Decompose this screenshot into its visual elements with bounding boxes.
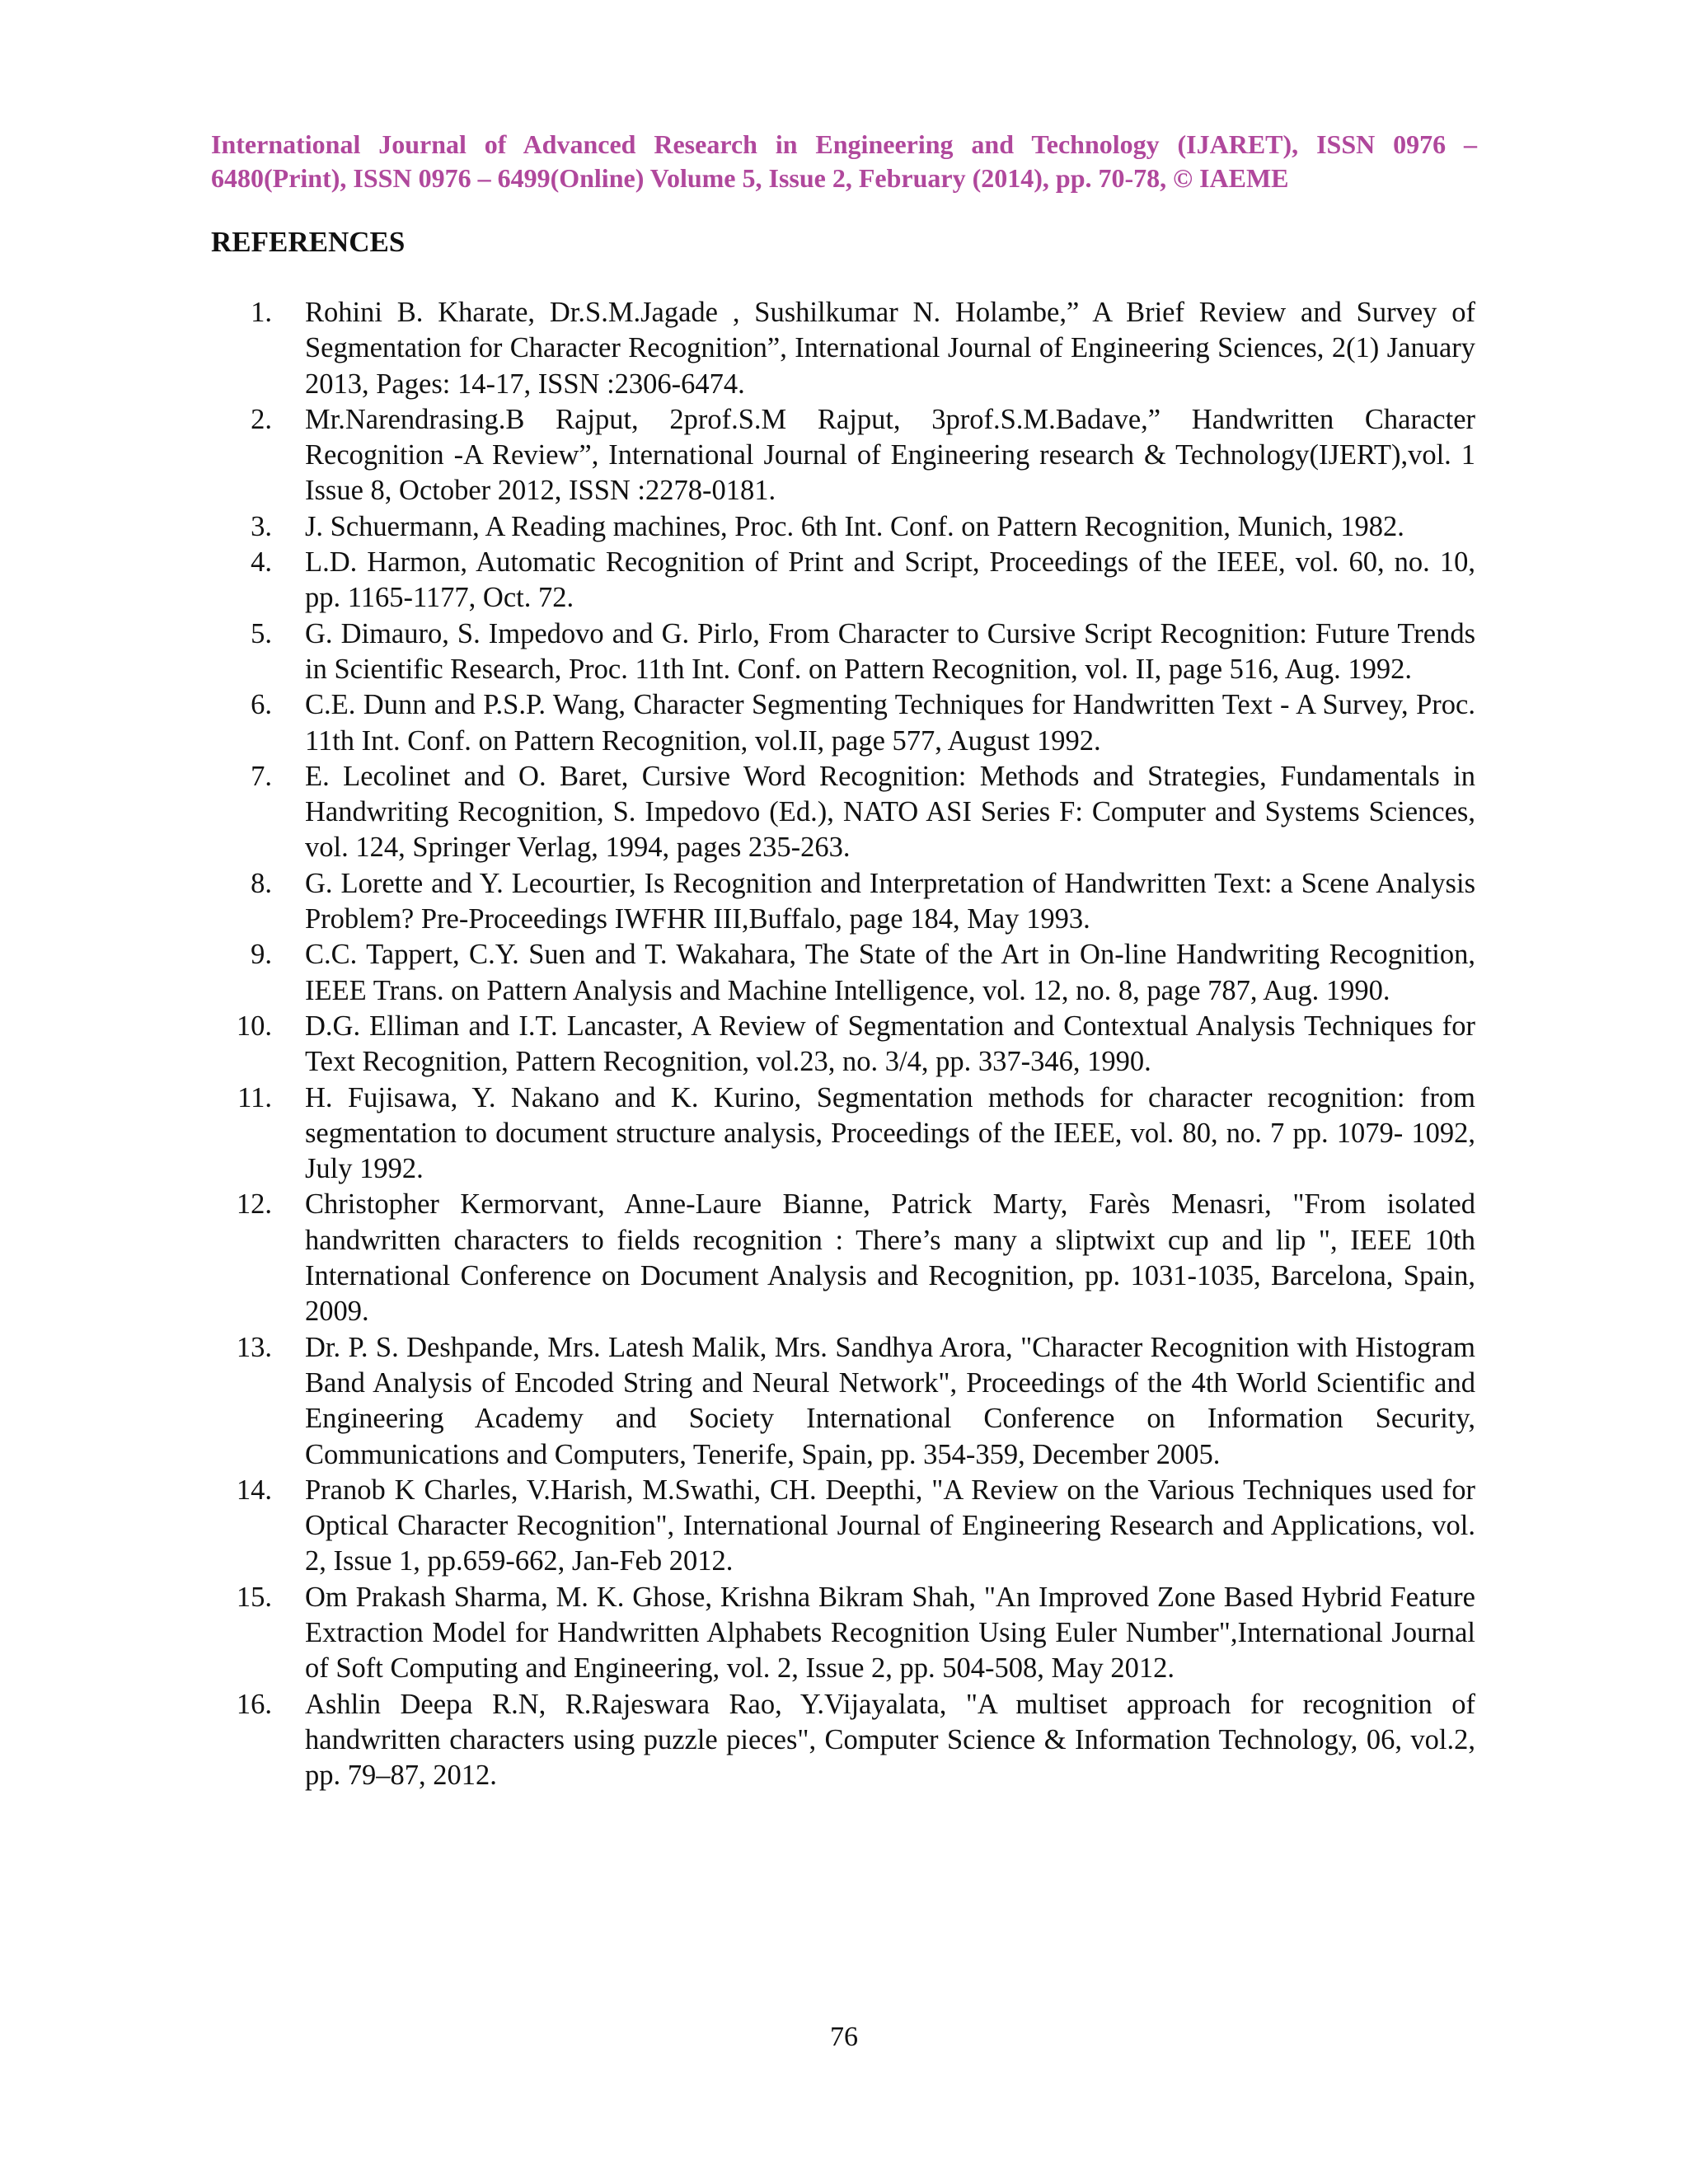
reference-number: 13. (236, 1331, 272, 1363)
reference-item (211, 1580, 1475, 1687)
reference-list (211, 295, 1475, 1793)
reference-item (211, 509, 1475, 545)
reference-number: 1. (251, 297, 272, 328)
reference-item (211, 866, 1475, 938)
reference-item (211, 1330, 1475, 1473)
reference-item (211, 1687, 1475, 1794)
reference-number: 2. (251, 403, 272, 435)
reference-text: Christopher Kermorvant, Anne-Laure Bianne, Patrick Marty, Farès Menasri, "From isolated handwritten characters to fields recognition : There’s many a sliptwixt cup and lip ", IEEE 10th International Conference on Document Analysis and Recognition, pp. 1031-1035, Barcelona, Spain, 2009. (305, 1188, 1475, 1328)
reference-text: C.C. Tappert, C.Y. Suen and T. Wakahara, The State of the Art in On-line Handwriting Recognition, IEEE Trans. on Pattern Analysis and Machine Intelligence, vol. 12, no. 8, page 787, Aug. 1990. (305, 939, 1475, 1006)
reference-item (211, 1187, 1475, 1329)
reference-item (211, 937, 1475, 1009)
reference-number: 12. (236, 1188, 272, 1221)
reference-number: 7. (251, 760, 272, 792)
reference-number: 16. (236, 1688, 272, 1720)
reference-item (211, 545, 1475, 616)
reference-number: 8. (251, 867, 272, 899)
reference-text: Dr. P. S. Deshpande, Mrs. Latesh Malik, Mrs. Sandhya Arora, "Character Recognition with Histogram Band Analysis of Encoded String and Neural Network", Proceedings of the 4th World Scientific and Engineering Academy and Society International Conference on Information Security, Communications and Computers, Tenerife, Spain, pp. 354-359, December 2005. (305, 1331, 1475, 1470)
reference-text: Om Prakash Sharma, M. K. Ghose, Krishna Bikram Shah, "An Improved Zone Based Hybrid Feature Extraction Model for Handwritten Alphabets Recognition Using Euler Number",International Journal of Soft Computing and Engineering, vol. 2, Issue 2, pp. 504-508, May 2012. (305, 1581, 1475, 1685)
reference-text: Rohini B. Kharate, Dr.S.M.Jagade , Sushilkumar N. Holambe,” A Brief Review and Survey of Segmentation for Character Recognition”, International Journal of Engineering Sciences, 2(1) January 2013, Pages: 14-17, ISSN :2306-6474. (305, 297, 1475, 400)
reference-item (211, 1473, 1475, 1580)
reference-text: H. Fujisawa, Y. Nakano and K. Kurino, Segmentation methods for character recognition: from segmentation to document structure analysis, Proceedings of the IEEE, vol. 80, no. 7 pp. 1079- 1092, July 1992. (305, 1081, 1475, 1185)
reference-text: L.D. Harmon, Automatic Recognition of Print and Script, Proceedings of the IEEE, vol. 60, no. 10, pp. 1165-1177, Oct. 72. (305, 546, 1475, 614)
reference-item (211, 402, 1475, 509)
reference-number: 5. (251, 617, 272, 649)
reference-number: 15. (236, 1581, 272, 1613)
section-title: REFERENCES (211, 226, 406, 258)
page-number: 76 (830, 2022, 858, 2052)
reference-text: D.G. Elliman and I.T. Lancaster, A Review of Segmentation and Contextual Analysis Techniques for Text Recognition, Pattern Recognition, vol.23, no. 3/4, pp. 337-346, 1990. (305, 1010, 1475, 1078)
reference-item (211, 616, 1475, 688)
reference-text: Ashlin Deepa R.N, R.Rajeswara Rao, Y.Vijayalata, "A multiset approach for recognition of handwritten characters using puzzle pieces", Computer Science & Information Technology, 06, vol.2, pp. 79–87, 2012. (305, 1688, 1475, 1792)
reference-text: Pranob K Charles, V.Harish, M.Swathi, CH. Deepthi, "A Review on the Various Techniques used for Optical Character Recognition", International Journal of Engineering Research and Applications, vol. 2, Issue 1, pp.659-662, Jan-Feb 2012. (305, 1474, 1475, 1577)
journal-header: International Journal of Advanced Research in Engineering and Technology (IJARET), ISSN 0976 – 6480(Print), ISSN 0976 – 6499(Online) Volume 5, Issue 2, February (2014), pp. 70-78, © IAEME (211, 129, 1477, 193)
reference-number: 6. (251, 689, 272, 721)
reference-item (211, 1080, 1475, 1188)
reference-item (211, 759, 1475, 866)
reference-number: 4. (251, 546, 272, 579)
reference-text: G. Dimauro, S. Impedovo and G. Pirlo, From Character to Cursive Script Recognition: Future Trends in Scientific Research, Proc. 11th Int. Conf. on Pattern Recognition, vol. II, page 516, Aug. 1992. (305, 617, 1475, 685)
reference-text: C.E. Dunn and P.S.P. Wang, Character Segmenting Techniques for Handwritten Text - A Survey, Proc. 11th Int. Conf. on Pattern Recognition, vol.II, page 577, August 1992. (305, 689, 1475, 757)
reference-item (211, 1009, 1475, 1080)
reference-text: G. Lorette and Y. Lecourtier, Is Recognition and Interpretation of Handwritten Text: a Scene Analysis Problem? Pre-Proceedings IWFHR III,Buffalo, page 184, May 1993. (305, 867, 1475, 935)
reference-number: 3. (251, 510, 272, 542)
reference-number: 9. (251, 939, 272, 971)
reference-text: E. Lecolinet and O. Baret, Cursive Word Recognition: Methods and Strategies, Fundamentals in Handwriting Recognition, S. Impedovo (Ed.), NATO ASI Series F: Computer and Systems Sciences, vol. 124, Springer Verlag, 1994, pages 235-263. (305, 760, 1475, 864)
reference-number: 14. (236, 1474, 272, 1506)
reference-number: 10. (236, 1010, 272, 1042)
reference-text: Mr.Narendrasing.B Rajput, 2prof.S.M Rajput, 3prof.S.M.Badave,” Handwritten Character Recognition -A Review”, International Journal of Engineering research & Technology(IJERT),vol. 1 Issue 8, October 2012, ISSN :2278-0181. (305, 403, 1475, 507)
reference-text: J. Schuermann, A Reading machines, Proc. 6th Int. Conf. on Pattern Recognition, Munich, 1982. (305, 510, 1404, 542)
reference-number: 11. (237, 1081, 272, 1113)
reference-item (211, 687, 1475, 759)
reference-item (211, 295, 1475, 402)
